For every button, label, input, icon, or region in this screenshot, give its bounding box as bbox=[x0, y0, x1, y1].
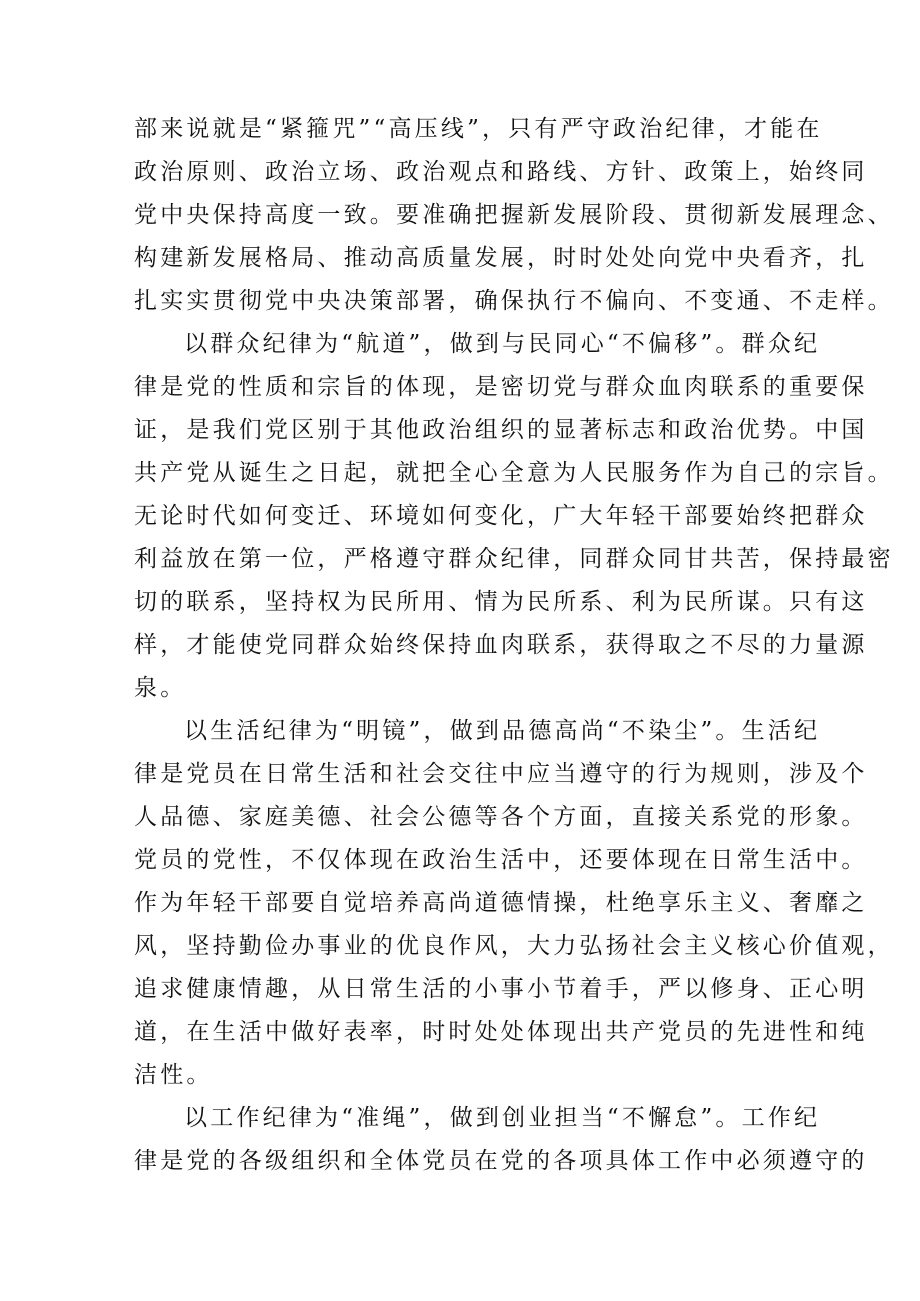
paragraph-political-discipline-end bbox=[134, 108, 894, 323]
paragraph-mass-discipline bbox=[134, 323, 894, 710]
text-line: 道，在生活中做好表率，时时处处体现出共产党员的先进性和纯 bbox=[134, 1019, 868, 1045]
text-line: 利益放在第一位，严格遵守群众纪律，同群众同甘共苦，保持最密 bbox=[134, 546, 894, 572]
text-line: 构建新发展格局、推动高质量发展，时时处处向党中央看齐，扎 bbox=[134, 245, 868, 271]
text-line: 党中央保持高度一致。要准确把握新发展阶段、贯彻新发展理念、 bbox=[134, 202, 894, 228]
text-line-first: 以工作纪律为“准绳”，做到创业担当“不懈怠”。工作纪 bbox=[184, 1105, 821, 1131]
text-line: 人品德、家庭美德、社会公德等各个方面，直接关系党的形象。 bbox=[134, 804, 868, 830]
text-line: 作为年轻干部要自觉培养高尚道德情操，杜绝享乐主义、奢靡之 bbox=[134, 890, 868, 916]
document-body bbox=[134, 108, 894, 1183]
text-line: 扎实实贯彻党中央决策部署，确保执行不偏向、不变通、不走样。 bbox=[134, 288, 894, 314]
text-line: 切的联系，坚持权为民所用、情为民所系、利为民所谋。只有这 bbox=[134, 589, 868, 615]
text-line: 洁性。 bbox=[134, 1062, 213, 1088]
text-line: 泉。 bbox=[134, 675, 187, 701]
text-line: 党员的党性，不仅体现在政治生活中，还要体现在日常生活中。 bbox=[134, 847, 868, 873]
text-line: 部来说就是“紧箍咒”“高压线”，只有严守政治纪律，才能在 bbox=[134, 116, 823, 142]
text-line: 样，才能使党同群众始终保持血肉联系，获得取之不尽的力量源 bbox=[134, 632, 868, 658]
text-line: 追求健康情趣，从日常生活的小事小节着手，严以修身、正心明 bbox=[134, 976, 868, 1002]
paragraph-life-discipline bbox=[134, 710, 894, 1097]
text-line: 无论时代如何变迁、环境如何变化，广大年轻干部要始终把群众 bbox=[134, 503, 868, 529]
text-line: 风，坚持勤俭办事业的优良作风，大力弘扬社会主义核心价值观， bbox=[134, 933, 894, 959]
text-line: 政治原则、政治立场、政治观点和路线、方针、政策上，始终同 bbox=[134, 159, 868, 185]
text-line-first: 以群众纪律为“航道”，做到与民同心“不偏移”。群众纪 bbox=[184, 331, 821, 357]
text-line: 共产党从诞生之日起，就把全心全意为人民服务作为自己的宗旨。 bbox=[134, 460, 894, 486]
text-line: 律是党员在日常生活和社会交往中应当遵守的行为规则，涉及个 bbox=[134, 761, 868, 787]
text-line: 律是党的性质和宗旨的体现，是密切党与群众血肉联系的重要保 bbox=[134, 374, 868, 400]
text-line-first: 以生活纪律为“明镜”，做到品德高尚“不染尘”。生活纪 bbox=[184, 718, 821, 744]
text-line: 证，是我们党区别于其他政治组织的显著标志和政治优势。中国 bbox=[134, 417, 868, 443]
text-line: 律是党的各级组织和全体党员在党的各项具体工作中必须遵守的 bbox=[134, 1148, 868, 1174]
paragraph-work-discipline bbox=[134, 1097, 868, 1183]
